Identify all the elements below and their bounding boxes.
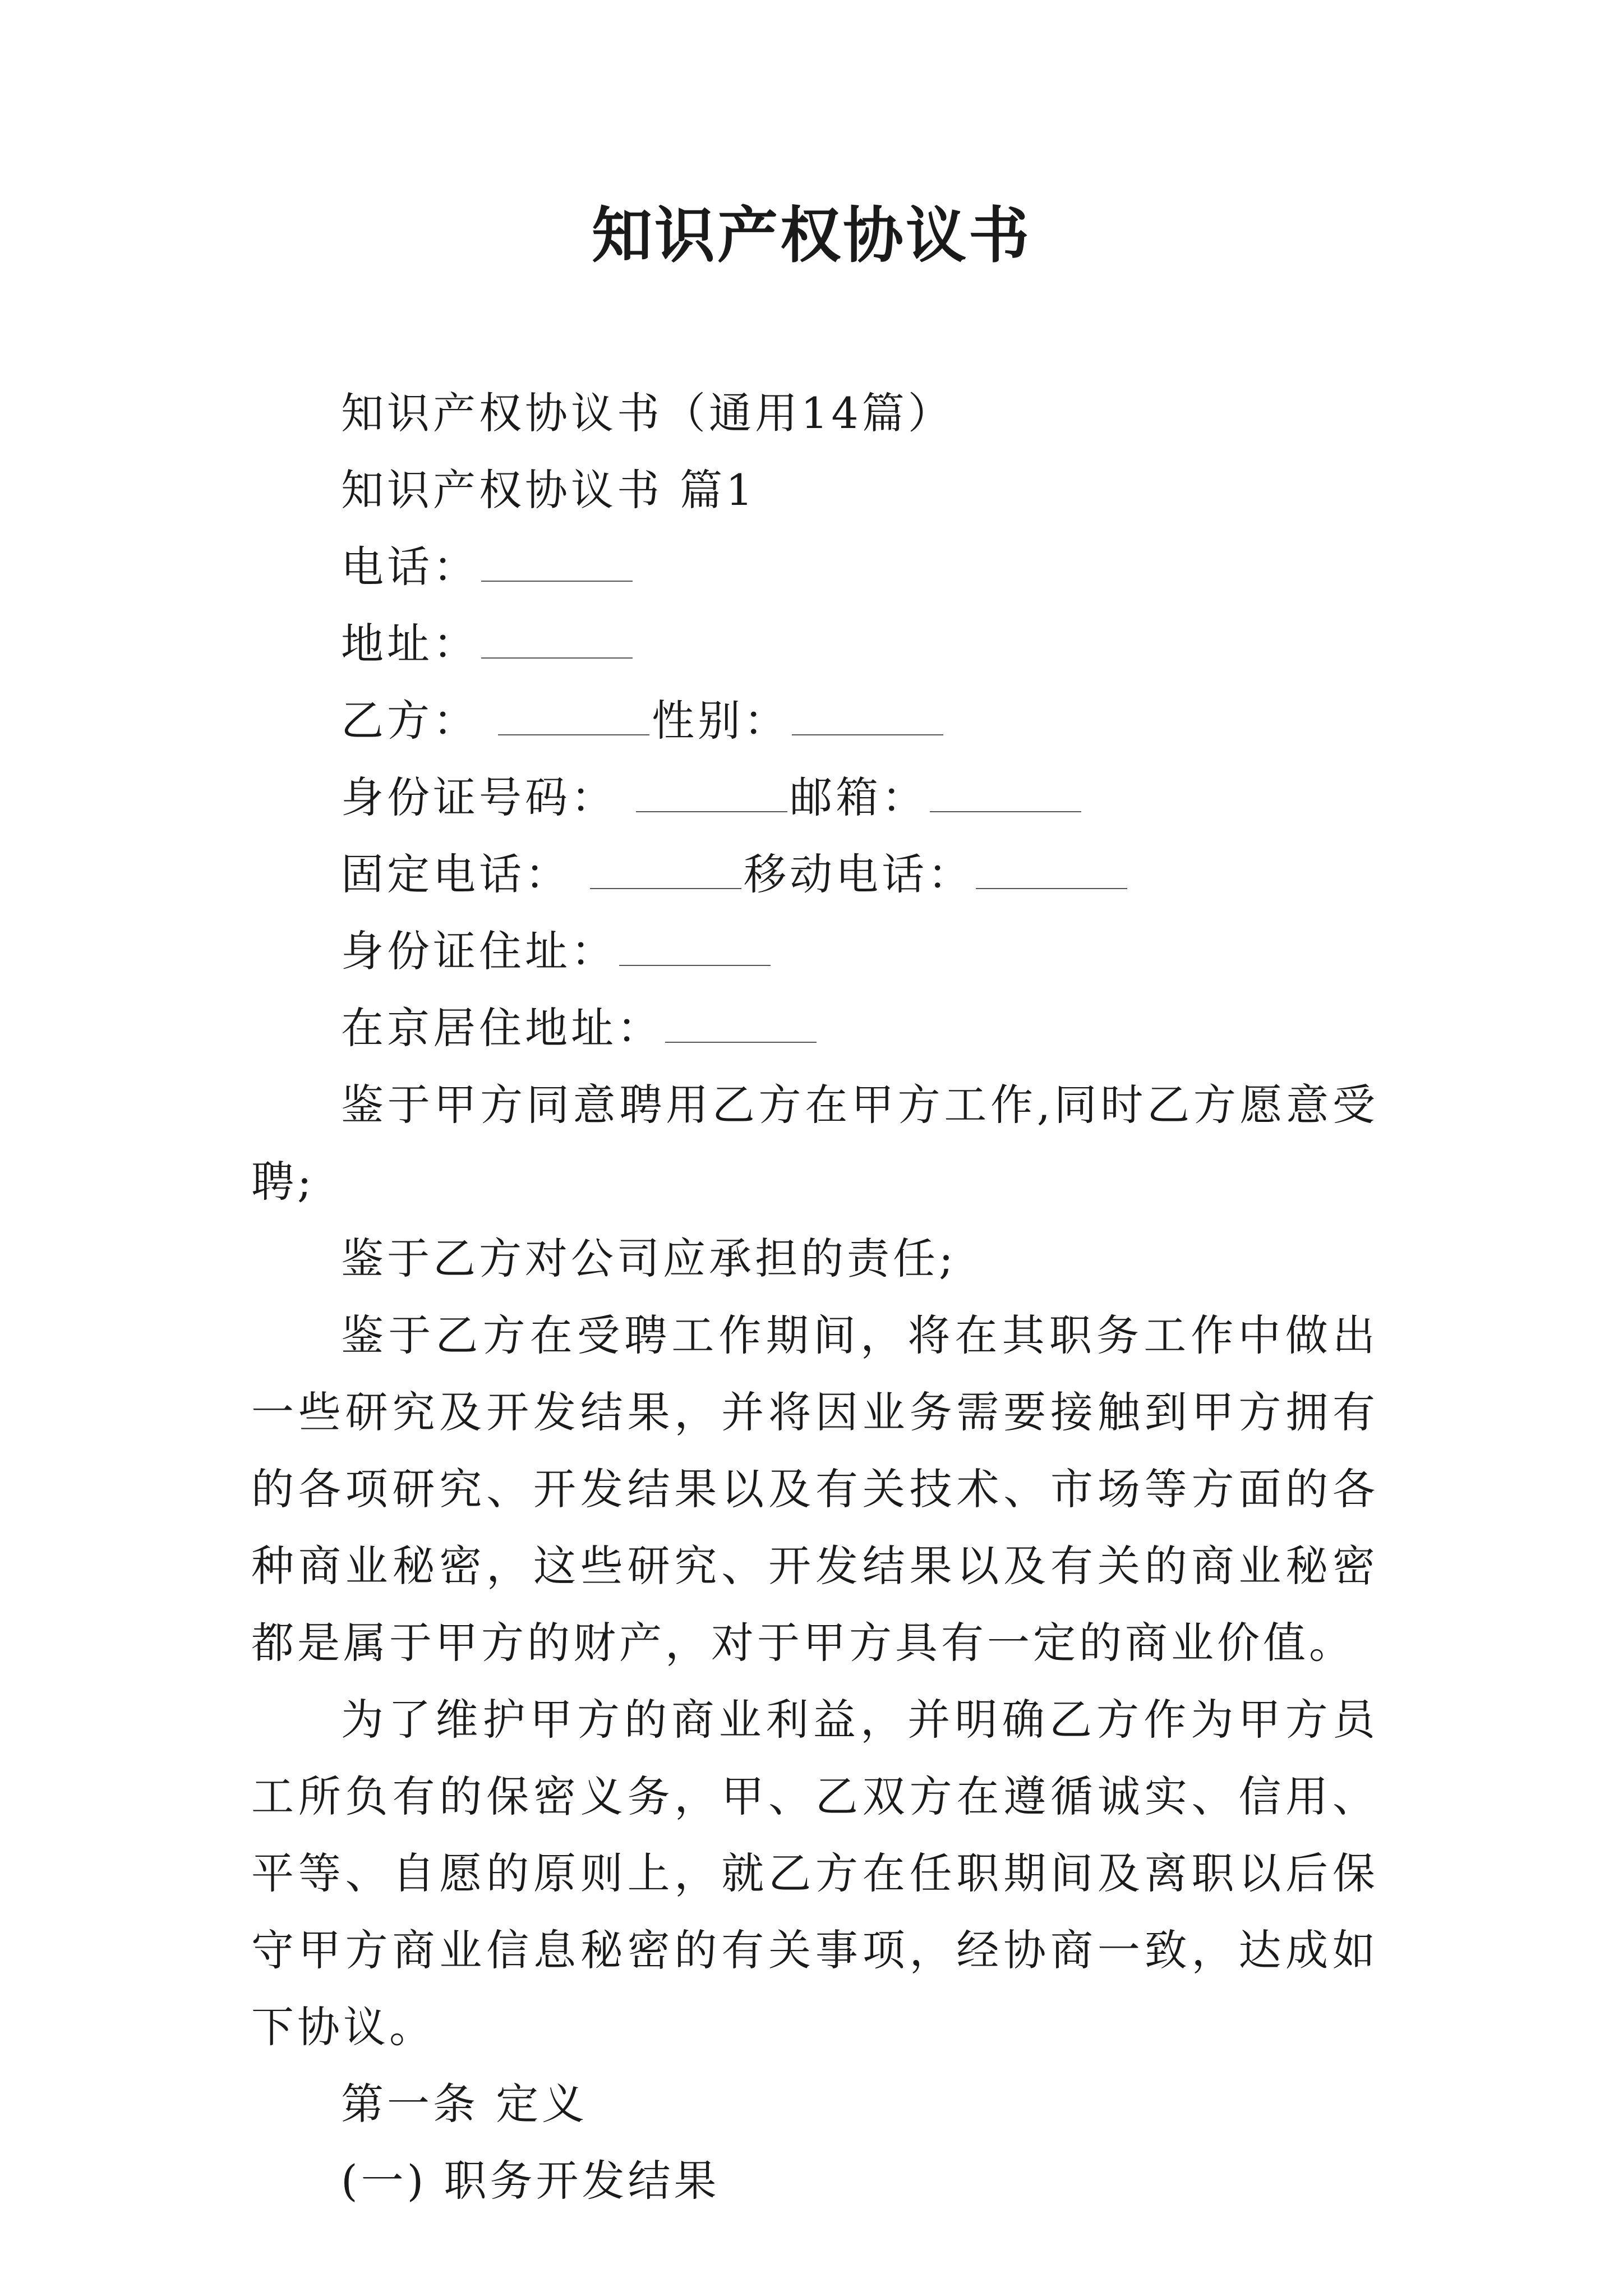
id-address-label: 身份证住址： (341, 926, 617, 976)
mobile-blank (976, 854, 1127, 889)
address-blank (481, 624, 633, 659)
address-field (251, 605, 1378, 682)
beijing-address-blank (665, 1008, 817, 1043)
phone-blank (481, 547, 633, 582)
paragraph: 鉴于乙方在受聘工作期间，将在其职务工作中做出一些研究及开发结果，并将因业务需要接触到甲方拥有的各项研究、开发结果以及有关技术、市场等方面的各种商业秘密，这些研究、开发结果以及有关的商业秘密都是属于甲方的财产，对于甲方具有一定的商业价值。 (251, 1310, 1378, 1668)
party-b-field (251, 682, 1378, 759)
phone-label: 电话： (341, 542, 479, 592)
clause-heading: (一) 职务开发结果 (341, 2156, 720, 2206)
email-label: 邮箱： (790, 772, 928, 822)
gender-label: 性别： (652, 696, 790, 746)
address-label: 地址： (341, 619, 479, 669)
article-heading: 第一条 定义 (341, 2079, 588, 2129)
id-number-blank (636, 777, 787, 812)
paragraph: 鉴于甲方同意聘用乙方在甲方工作,同时乙方愿意受聘; (251, 1080, 1378, 1207)
landline-blank (590, 854, 741, 889)
section-heading: 知识产权协议书 篇1 (341, 465, 757, 515)
landline-label: 固定电话： (341, 849, 571, 899)
paragraph: 鉴于乙方对公司应承担的责任; (341, 1234, 957, 1283)
document-subtitle: 知识产权协议书（通用14篇） (341, 388, 954, 438)
document-title: 知识产权协议书 (591, 200, 1031, 271)
paragraph: 为了维护甲方的商业利益，并明确乙方作为甲方员工所负有的保密义务，甲、乙双方在遵循诚实、信用、平等、自愿的原则上，就乙方在任职期间及离职以后保守甲方商业信息秘密的有关事项，经协商一致，达成如下协议。 (251, 1695, 1378, 2052)
id-address-field (251, 913, 1378, 990)
id-number-label: 身份证号码： (341, 772, 617, 822)
id-address-blank (619, 931, 771, 966)
beijing-address-label: 在京居住地址： (341, 1003, 663, 1053)
mobile-label: 移动电话： (744, 849, 974, 899)
document-body (251, 375, 1378, 2219)
email-blank (930, 777, 1081, 812)
gender-blank (792, 701, 943, 735)
party-b-blank (498, 701, 649, 735)
party-b-label: 乙方： (341, 696, 479, 746)
landline-field (251, 836, 1378, 913)
id-number-field (251, 759, 1378, 836)
phone-field (251, 528, 1378, 605)
beijing-address-field (251, 990, 1378, 1066)
